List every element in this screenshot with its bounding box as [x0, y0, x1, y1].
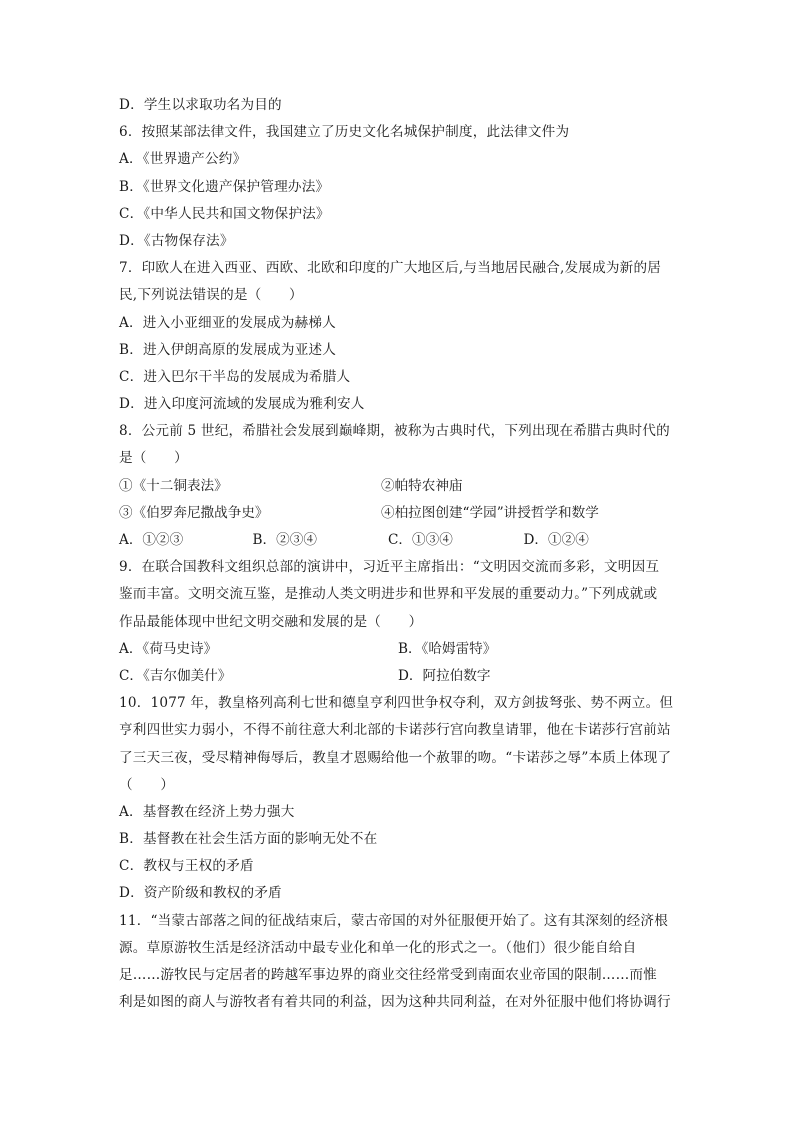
question-8-item-3: ③《伯罗奔尼撒战争史》	[119, 504, 269, 521]
question-9-line-1: 9．在联合国教科文组织总部的演讲中，习近平主席指出：“文明因交流而多彩，文明因互	[119, 559, 660, 576]
question-8-items-row-1	[119, 473, 659, 500]
question-6-option-d: D．《古物保存法》	[119, 232, 234, 249]
question-10-option-d: D．资产阶级和教权的矛盾	[119, 885, 282, 902]
question-9-line-2: 鉴而丰富。文明交流互鉴，是推动人类文明进步和世界和平发展的重要动力。”下列成就或	[119, 586, 658, 603]
question-8-items-row-2	[119, 500, 659, 527]
question-6-option-b: B．《世界文化遗产保护管理办法》	[119, 178, 330, 195]
question-10-line-4: （ ）	[119, 776, 175, 793]
question-7-option-b: B．进入伊朗高原的发展成为亚述人	[119, 341, 337, 358]
question-9-option-c: C．《吉尔伽美什》	[119, 667, 232, 684]
question-8-option-a: A．①②③	[119, 532, 184, 548]
question-8-option-d: D．①②④	[523, 532, 589, 548]
question-9-option-d: D．阿拉伯数字	[398, 667, 491, 684]
option-d-prev: D．学生以求取功名为目的	[119, 97, 282, 113]
question-10-option-c: C．教权与王权的矛盾	[119, 858, 254, 875]
question-9-options-row-1	[119, 636, 659, 663]
question-8-item-2: ②帕特农神庙	[381, 477, 463, 494]
exam-page	[119, 92, 674, 1016]
question-8-options-row	[119, 527, 659, 554]
question-11-line-1: 11．“当蒙古部落之间的征战结束后，蒙古帝国的对外征服便开始了。这有其深刻的经济根	[119, 912, 669, 929]
question-11-line-4: 利是如图的商人与游牧者有着共同的利益，因为这种共同利益，在对外征服中他们将协调行	[119, 994, 671, 1011]
question-6-option-c: C．《中华人民共和国文物保护法》	[119, 205, 330, 222]
question-7-line-2: 民,下列说法错误的是（ ）	[119, 287, 303, 304]
question-9-line-3: 作品最能体现中世纪文明交融和发展的是（ ）	[119, 613, 423, 630]
question-8-option-b: B．②③④	[252, 532, 317, 548]
question-7-option-a: A．进入小亚细亚的发展成为赫梯人	[119, 314, 336, 331]
question-11-line-2: 源。草原游牧生活是经济活动中最专业化和单一化的形式之一。（他们）很少能自给自	[119, 939, 637, 956]
question-8-item-1: ①《十二铜表法》	[119, 477, 228, 494]
question-8-option-c: C．①③④	[388, 532, 453, 548]
question-9-options-row-2	[119, 663, 659, 690]
question-7-option-d: D．进入印度河流域的发展成为雅利安人	[119, 396, 365, 413]
question-10-line-1: 10．1077 年，教皇格列高利七世和德皇亨利四世争权夺利，双方剑拔弩张、势不两立。但	[119, 695, 674, 712]
question-8-item-4: ④柏拉图创建“学园”讲授哲学和数学	[381, 504, 599, 521]
question-6-option-a: A．《世界遗产公约》	[119, 151, 247, 168]
question-10-line-2: 亨利四世实力弱小，不得不前往意大利北部的卡诺莎行宫向教皇请罪，他在卡诺莎行宫前站	[119, 722, 671, 739]
question-6: 6．按照某部法律文件，我国建立了历史文化名城保护制度，此法律文件为	[119, 124, 570, 141]
question-9-option-b: B．《哈姆雷特》	[398, 640, 497, 657]
question-9-option-a: A．《荷马史诗》	[119, 640, 218, 657]
question-10-option-a: A．基督教在经济上势力强大	[119, 803, 295, 820]
question-7-option-c: C．进入巴尔干半岛的发展成为希腊人	[119, 368, 351, 385]
question-8-line-1: 8．公元前 5 世纪，希腊社会发展到巅峰期，被称为古典时代，下列出现在希腊古典时代的	[119, 423, 670, 440]
question-7-line-1: 7．印欧人在进入西亚、西欧、北欧和印度的广大地区后,与当地居民融合,发展成为新的居	[119, 260, 662, 277]
question-10-option-b: B．基督教在社会生活方面的影响无处不在	[119, 831, 378, 848]
question-10-line-3: 了三天三夜，受尽精神侮辱后，教皇才恩赐给他一个赦罪的吻。“卡诺莎之辱”本质上体现了	[119, 749, 672, 766]
question-11-line-3: 足……游牧民与定居者的跨越军事边界的商业交往经常受到南面农业帝国的限制……而惟	[119, 967, 657, 983]
question-8-line-2: 是（ ）	[119, 450, 188, 467]
